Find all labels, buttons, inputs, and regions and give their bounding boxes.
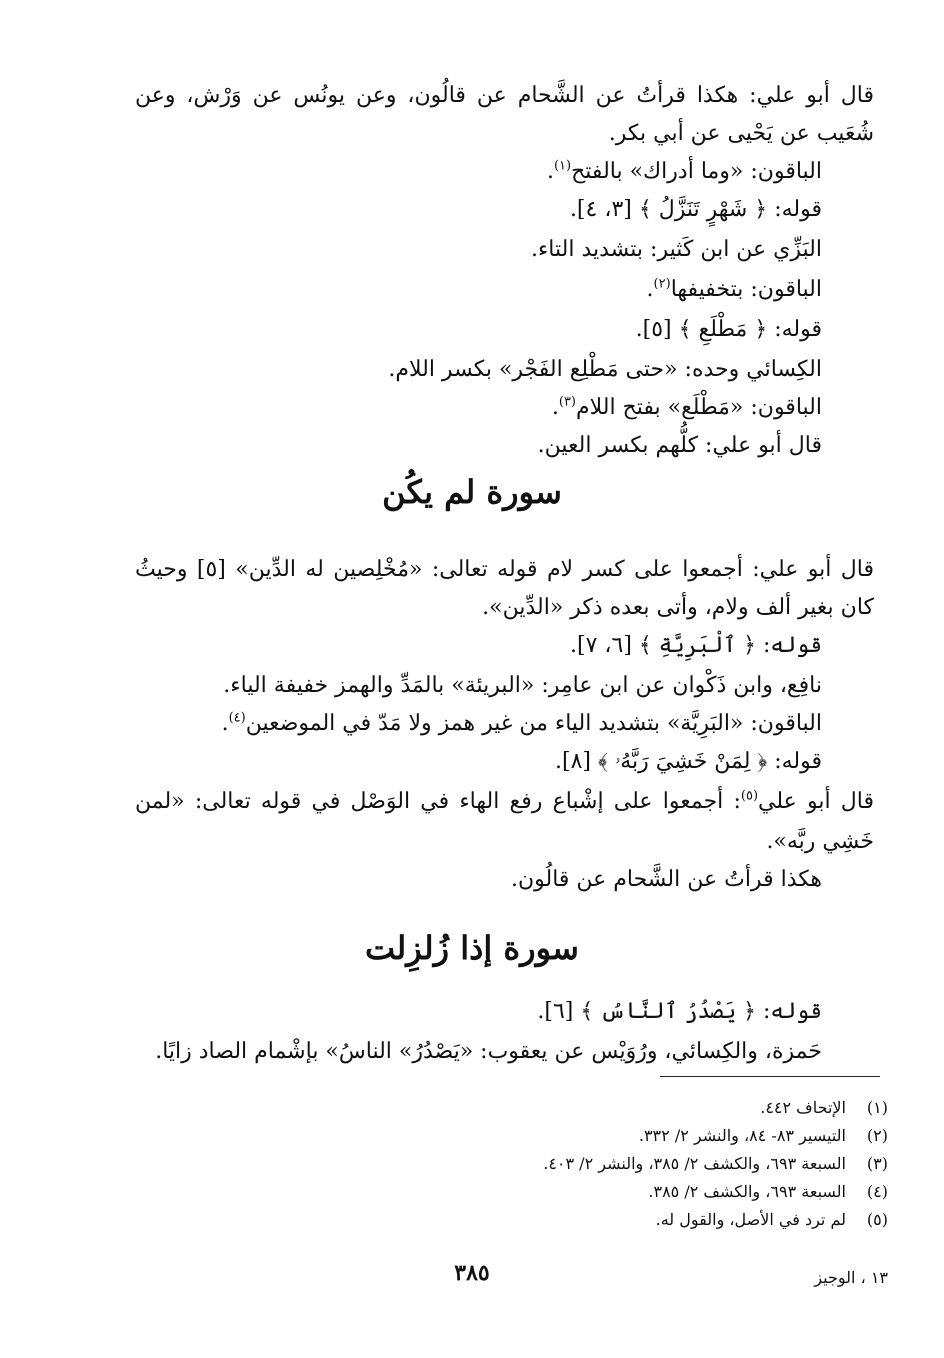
text-span: قال أبو علي — [758, 789, 875, 814]
footnote — [760, 1094, 888, 1122]
text-line: قال أبو علي: كلُّهم بكسر العين. — [537, 433, 822, 458]
footnote-divider — [660, 1076, 880, 1077]
footnote — [639, 1122, 888, 1150]
text-line — [222, 706, 822, 742]
text-span: الباقون: «وما أدراك» بالفتح — [571, 159, 822, 184]
footnote-number: (١) — [866, 1098, 888, 1117]
text-line — [552, 390, 822, 426]
footnote-ref: (١) — [553, 158, 572, 174]
footnote-text: التيسير ٨٣- ٨٤، والنشر ٢/ ٣٣٢. — [638, 1126, 846, 1145]
footnote-text: الإتحاف ٤٤٢. — [760, 1098, 846, 1117]
punct: . — [546, 159, 554, 184]
text-line: قوله: ﴿ ٱلْبَرِيَّةِ ﴾ [٦، ٧]. — [570, 633, 822, 658]
footnote — [656, 1206, 888, 1234]
footnote-number: (٤) — [866, 1182, 888, 1201]
footnote — [648, 1178, 888, 1206]
text-line: قوله: ﴿ يَصْدُرُ ٱلنَّاسُ ﴾ [٦]. — [537, 999, 822, 1024]
text-line: نافِع، وابن ذَكْوان عن ابن عامِر: «البريئة» بالمَدِّ والهمز خفيفة الياء. — [223, 673, 822, 698]
text-line: قوله: ﴿ مَطْلَعِ ﴾ [٥]. — [635, 317, 822, 342]
punct: . — [551, 395, 559, 420]
punct: . — [646, 277, 654, 302]
footnote-ref: (٤) — [228, 710, 246, 726]
footnote-ref: (٢) — [653, 276, 671, 292]
footnote-number: (٢) — [866, 1126, 888, 1145]
text-span: الباقون: «البَرِيَّة» بتشديد الياء من غير همز ولا مَدّ في الموضعين — [245, 711, 822, 736]
text-span: : أجمعوا على إشْباع رفع الهاء في الوَصْل في قوله تعالى: «لمن — [135, 789, 741, 814]
signature-mark: ١٣ ، الوجيز — [814, 1268, 888, 1287]
text-line: قوله: ﴿ لِمَنْ خَشِيَ رَبَّهُۥ ﴾ [٨]. — [554, 749, 822, 774]
text-span: الباقون: «مَطْلَع» بفتح اللام — [576, 395, 822, 420]
text-line: قوله: ﴿ شَهْرٍ تَنَزَّلُ ﴾ [٣، ٤]. — [569, 197, 822, 222]
text-line: البَزِّي عن ابن كَثير: بتشديد التاء. — [530, 237, 822, 262]
text-line: قال أبو علي: هكذا قرأتُ عن الشَّحام عن قالُون، وعن يونُس عن وَرْش، وعن — [135, 83, 874, 108]
footnote-number: (٥) — [866, 1210, 888, 1229]
text-line: شُعَيب عن يَحْيى عن أبي بكر. — [608, 121, 874, 146]
punct: . — [221, 711, 229, 736]
text-line: كان بغير ألف ولام، وأتى بعده ذكر «الدِّين». — [482, 595, 874, 620]
text-line: قال أبو علي: أجمعوا على كسر لام قوله تعالى: «مُخْلِصين له الدِّين» [٥] وحيثُ — [135, 557, 874, 582]
footnote-text: السبعة ٦٩٣، والكشف ٢/ ٣٨٥، والنشر ٢/ ٤٠٣. — [543, 1154, 846, 1173]
text-line — [135, 784, 874, 820]
footnote-ref: (٣) — [558, 394, 576, 410]
footnote-text: السبعة ٦٩٣، والكشف ٢/ ٣٨٥. — [648, 1182, 846, 1201]
text-span: الباقون: بتخفيفها — [670, 277, 822, 302]
text-line: حَمزة، والكِسائي، ورُوَيْس عن يعقوب: «يَصْدُرُ» الناسُ» بإشْمام الصاد زايًا. — [155, 1039, 822, 1064]
footnote — [543, 1150, 888, 1178]
text-line: خَشِي ربَّه». — [766, 829, 874, 854]
text-line: هكذا قرأتُ عن الشَّحام عن قالُون. — [510, 867, 822, 892]
surah-heading: سورة لم يكُن — [382, 473, 562, 511]
footnote-number: (٣) — [866, 1154, 888, 1173]
surah-heading: سورة إذا زُلزِلت — [365, 929, 579, 967]
page-number: ٣٨٥ — [454, 1260, 490, 1286]
text-line — [647, 272, 822, 308]
footnote-ref: (٥) — [740, 788, 759, 804]
footnote-text: لم ترد في الأصل، والقول له. — [655, 1210, 846, 1229]
text-line: الكِسائي وحده: «حتى مَطْلِع الفَجْر» بكسر اللام. — [388, 357, 822, 382]
text-line — [547, 154, 822, 190]
